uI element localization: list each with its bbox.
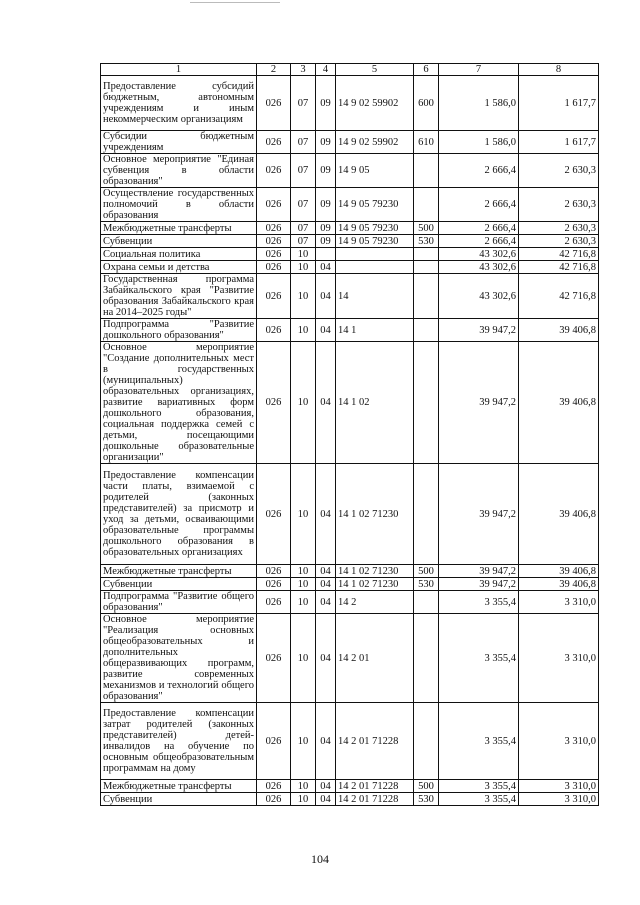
amount-col-8: 3 310,0 — [519, 703, 599, 780]
table-row — [101, 793, 599, 806]
target-article — [336, 261, 414, 274]
table-row — [101, 319, 599, 342]
row-name: Основное мероприятие "Единая субвенция в области образования" — [101, 154, 257, 188]
subsection-code: 04 — [316, 591, 336, 614]
amount-col-8: 42 716,8 — [519, 261, 599, 274]
section-code: 07 — [291, 154, 316, 188]
section-code: 10 — [291, 703, 316, 780]
admin-code: 026 — [257, 578, 291, 591]
amount-col-7: 1 586,0 — [439, 131, 519, 154]
row-name: Субвенции — [101, 793, 257, 806]
row-name: Подпрограмма "Развитие дошкольного образования" — [101, 319, 257, 342]
row-name: Основное мероприятие "Создание дополнительных мест в государственных (муниципальных) образовательных организациях, развитие вариативных форм дошкольного образования, социальная поддержка семей с детьми, посещающими дошкольные образовательные организации" — [101, 342, 257, 464]
subsection-code: 09 — [316, 131, 336, 154]
amount-col-7: 2 666,4 — [439, 188, 519, 222]
expense-type: 530 — [414, 235, 439, 248]
target-article: 14 1 02 71230 — [336, 464, 414, 565]
row-name: Осуществление государственных полномочий в области образования — [101, 188, 257, 222]
section-code: 07 — [291, 222, 316, 235]
admin-code: 026 — [257, 703, 291, 780]
row-name: Предоставление компенсации части платы, взимаемой с родителей (законных представителей) за присмотр и уход за детьми, осваивающими образовательные программы дошкольного образования в образовательных организациях — [101, 464, 257, 565]
amount-col-8: 39 406,8 — [519, 342, 599, 464]
expense-type: 500 — [414, 565, 439, 578]
section-code: 10 — [291, 274, 316, 319]
admin-code: 026 — [257, 274, 291, 319]
table-row — [101, 614, 599, 703]
section-code: 07 — [291, 76, 316, 131]
subsection-code: 09 — [316, 235, 336, 248]
subsection-code: 04 — [316, 578, 336, 591]
amount-col-8: 39 406,8 — [519, 578, 599, 591]
header-row — [101, 64, 599, 76]
header-cell-3: 3 — [291, 64, 316, 76]
admin-code: 026 — [257, 222, 291, 235]
table-row — [101, 780, 599, 793]
header-cell-6: 6 — [414, 64, 439, 76]
table-row — [101, 154, 599, 188]
subsection-code: 09 — [316, 222, 336, 235]
section-code: 07 — [291, 235, 316, 248]
target-article: 14 1 02 71230 — [336, 565, 414, 578]
admin-code: 026 — [257, 261, 291, 274]
subsection-code — [316, 248, 336, 261]
admin-code: 026 — [257, 614, 291, 703]
amount-col-8: 3 310,0 — [519, 780, 599, 793]
subsection-code: 09 — [316, 188, 336, 222]
admin-code: 026 — [257, 565, 291, 578]
amount-col-7: 2 666,4 — [439, 154, 519, 188]
target-article: 14 9 05 79230 — [336, 235, 414, 248]
table-row — [101, 222, 599, 235]
section-code: 10 — [291, 578, 316, 591]
subsection-code: 04 — [316, 703, 336, 780]
table-row — [101, 261, 599, 274]
section-code: 10 — [291, 319, 316, 342]
row-name: Межбюджетные трансферты — [101, 565, 257, 578]
expense-type: 500 — [414, 222, 439, 235]
table-row — [101, 591, 599, 614]
target-article: 14 1 02 — [336, 342, 414, 464]
subsection-code: 09 — [316, 76, 336, 131]
expense-type — [414, 464, 439, 565]
target-article: 14 2 01 71228 — [336, 703, 414, 780]
admin-code: 026 — [257, 793, 291, 806]
top-rule — [190, 2, 280, 3]
section-code: 10 — [291, 248, 316, 261]
row-name: Предоставление компенсации затрат родителей (законных представителей) детей-инвалидов на обучение по основным общеобразовательным программам на дому — [101, 703, 257, 780]
expense-type: 530 — [414, 793, 439, 806]
amount-col-8: 1 617,7 — [519, 76, 599, 131]
subsection-code: 09 — [316, 154, 336, 188]
admin-code: 026 — [257, 76, 291, 131]
table-row — [101, 76, 599, 131]
expense-type — [414, 342, 439, 464]
amount-col-8: 2 630,3 — [519, 154, 599, 188]
admin-code: 026 — [257, 464, 291, 565]
amount-col-7: 1 586,0 — [439, 76, 519, 131]
expense-type: 530 — [414, 578, 439, 591]
amount-col-7: 39 947,2 — [439, 578, 519, 591]
admin-code: 026 — [257, 780, 291, 793]
admin-code: 026 — [257, 188, 291, 222]
admin-code: 026 — [257, 154, 291, 188]
section-code: 10 — [291, 342, 316, 464]
expense-type — [414, 614, 439, 703]
table-row — [101, 565, 599, 578]
amount-col-8: 39 406,8 — [519, 464, 599, 565]
expense-type: 500 — [414, 780, 439, 793]
subsection-code: 04 — [316, 780, 336, 793]
section-code: 10 — [291, 464, 316, 565]
subsection-code: 04 — [316, 342, 336, 464]
row-name: Межбюджетные трансферты — [101, 780, 257, 793]
target-article: 14 9 05 — [336, 154, 414, 188]
target-article: 14 9 05 79230 — [336, 188, 414, 222]
expense-type — [414, 319, 439, 342]
target-article: 14 2 — [336, 591, 414, 614]
section-code: 07 — [291, 188, 316, 222]
section-code: 10 — [291, 261, 316, 274]
amount-col-7: 39 947,2 — [439, 342, 519, 464]
amount-col-7: 43 302,6 — [439, 261, 519, 274]
admin-code: 026 — [257, 131, 291, 154]
target-article: 14 9 02 59902 — [336, 131, 414, 154]
row-name: Охрана семьи и детства — [101, 261, 257, 274]
row-name: Социальная политика — [101, 248, 257, 261]
header-cell-7: 7 — [439, 64, 519, 76]
table-row — [101, 578, 599, 591]
subsection-code: 04 — [316, 464, 336, 565]
expense-type — [414, 591, 439, 614]
target-article: 14 2 01 — [336, 614, 414, 703]
section-code: 10 — [291, 793, 316, 806]
expense-type — [414, 188, 439, 222]
table-row — [101, 274, 599, 319]
row-name: Субвенции — [101, 235, 257, 248]
target-article: 14 9 05 79230 — [336, 222, 414, 235]
admin-code: 026 — [257, 248, 291, 261]
page-number: 104 — [311, 852, 329, 866]
subsection-code: 04 — [316, 793, 336, 806]
target-article: 14 9 02 59902 — [336, 76, 414, 131]
subsection-code: 04 — [316, 261, 336, 274]
header-cell-8: 8 — [519, 64, 599, 76]
target-article — [336, 248, 414, 261]
amount-col-7: 43 302,6 — [439, 274, 519, 319]
section-code: 10 — [291, 780, 316, 793]
subsection-code: 04 — [316, 319, 336, 342]
section-code: 07 — [291, 131, 316, 154]
header-cell-4: 4 — [316, 64, 336, 76]
amount-col-7: 3 355,4 — [439, 614, 519, 703]
header-cell-2: 2 — [257, 64, 291, 76]
amount-col-7: 3 355,4 — [439, 591, 519, 614]
subsection-code: 04 — [316, 614, 336, 703]
target-article: 14 1 — [336, 319, 414, 342]
subsection-code: 04 — [316, 565, 336, 578]
row-name: Основное мероприятие "Реализация основных общеобразовательных и дополнительных общеразвивающих программ, развитие современных механизмов и технологий общего образования" — [101, 614, 257, 703]
amount-col-7: 3 355,4 — [439, 703, 519, 780]
table-row — [101, 188, 599, 222]
table-row — [101, 235, 599, 248]
amount-col-7: 39 947,2 — [439, 565, 519, 578]
expense-type — [414, 261, 439, 274]
amount-col-7: 39 947,2 — [439, 319, 519, 342]
amount-col-8: 42 716,8 — [519, 248, 599, 261]
admin-code: 026 — [257, 319, 291, 342]
amount-col-7: 3 355,4 — [439, 793, 519, 806]
section-code: 10 — [291, 565, 316, 578]
table-row — [101, 131, 599, 154]
amount-col-7: 2 666,4 — [439, 235, 519, 248]
admin-code: 026 — [257, 591, 291, 614]
table-row — [101, 464, 599, 565]
row-name: Государственная программа Забайкальского края "Развитие образования Забайкальского края на 2014–2025 годы" — [101, 274, 257, 319]
amount-col-7: 3 355,4 — [439, 780, 519, 793]
row-name: Межбюджетные трансферты — [101, 222, 257, 235]
amount-col-7: 43 302,6 — [439, 248, 519, 261]
admin-code: 026 — [257, 342, 291, 464]
header-cell-5: 5 — [336, 64, 414, 76]
expense-type — [414, 274, 439, 319]
amount-col-8: 3 310,0 — [519, 793, 599, 806]
row-name: Предоставление субсидий бюджетным, автономным учреждениям и иным некоммерческим организациям — [101, 76, 257, 131]
subsection-code: 04 — [316, 274, 336, 319]
header-cell-1: 1 — [101, 64, 257, 76]
amount-col-8: 39 406,8 — [519, 319, 599, 342]
table-row — [101, 342, 599, 464]
amount-col-7: 2 666,4 — [439, 222, 519, 235]
amount-col-8: 2 630,3 — [519, 188, 599, 222]
expense-type — [414, 703, 439, 780]
table-row — [101, 703, 599, 780]
budget-table — [100, 63, 599, 806]
amount-col-8: 3 310,0 — [519, 614, 599, 703]
expense-type: 600 — [414, 76, 439, 131]
row-name: Субсидии бюджетным учреждениям — [101, 131, 257, 154]
amount-col-8: 2 630,3 — [519, 235, 599, 248]
amount-col-7: 39 947,2 — [439, 464, 519, 565]
amount-col-8: 39 406,8 — [519, 565, 599, 578]
expense-type — [414, 248, 439, 261]
section-code: 10 — [291, 591, 316, 614]
admin-code: 026 — [257, 235, 291, 248]
target-article: 14 1 02 71230 — [336, 578, 414, 591]
section-code: 10 — [291, 614, 316, 703]
expense-type — [414, 154, 439, 188]
target-article: 14 2 01 71228 — [336, 793, 414, 806]
target-article: 14 — [336, 274, 414, 319]
target-article: 14 2 01 71228 — [336, 780, 414, 793]
amount-col-8: 2 630,3 — [519, 222, 599, 235]
amount-col-8: 42 716,8 — [519, 274, 599, 319]
table-row — [101, 248, 599, 261]
row-name: Субвенции — [101, 578, 257, 591]
amount-col-8: 1 617,7 — [519, 131, 599, 154]
expense-type: 610 — [414, 131, 439, 154]
amount-col-8: 3 310,0 — [519, 591, 599, 614]
row-name: Подпрограмма "Развитие общего образования" — [101, 591, 257, 614]
